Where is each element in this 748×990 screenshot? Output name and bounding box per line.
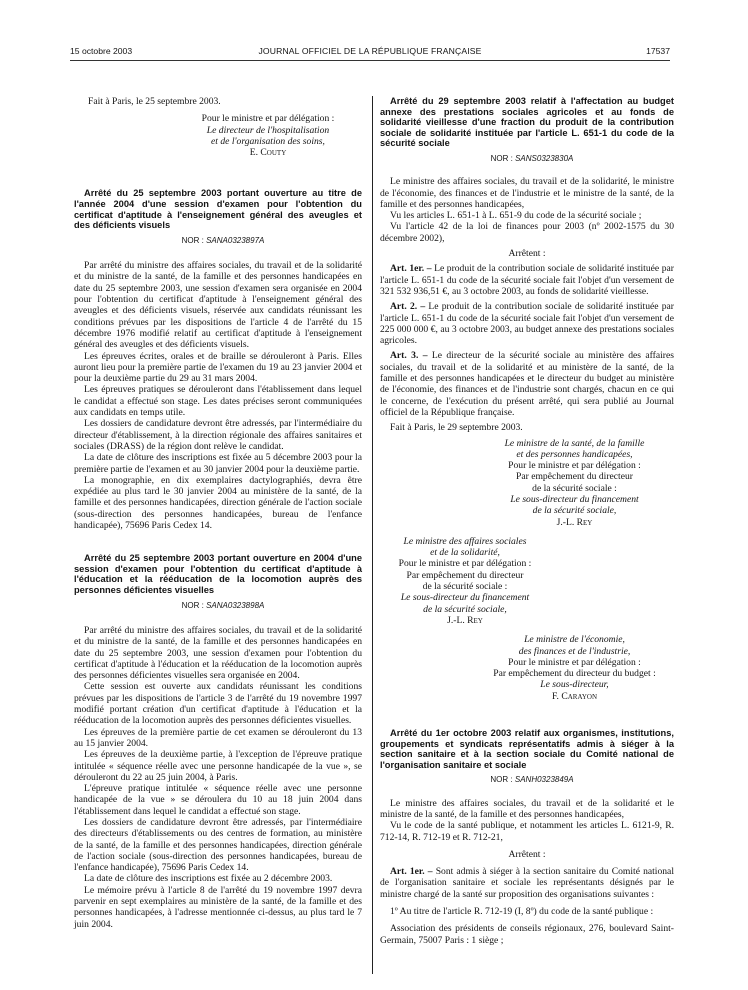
signature-block [475, 634, 674, 702]
signatory-name: J.-L. Rey [556, 516, 593, 528]
paragraph: La date de clôture des inscriptions est fixée au 5 décembre 2003 pour la première partie de l'examen et au 30 janvier 2004 pour la deuxième partie. [74, 452, 362, 475]
header-page-number: 17537 [646, 46, 670, 56]
article-label: Art. 1er. – [390, 866, 433, 878]
nor-number: SANS0323830A [515, 153, 574, 163]
signatory-name: J.-L. Rey [447, 614, 483, 626]
signature-line: Par empêchement du directeur du budget : [493, 668, 656, 680]
paragraph: Les dossiers de candidature devront être adressés, par l'intermédiaire du directeur d'établissement, à la direction régionale des affaires sanitaires et sociales (DRASS) de la région dont relève le candidat. [74, 418, 362, 452]
article-text: Sont admis à siéger à la section sanitaire du Comité national de l'organisation sanitaire et sociale les représentants désignés par le ministre chargé de la santé sur proposition des organisations suivantes : [380, 866, 674, 900]
nor-label: NOR : [181, 600, 204, 610]
signature-line: des finances et de l'industrie, [518, 645, 631, 657]
paragraph: Vu le code de la santé publique, et notamment les articles L. 6121-9, R. 712-14, R. 712-19 et R. 712-21, [380, 820, 674, 843]
signature-line: et de la solidarité, [430, 547, 500, 559]
decree-title: Arrêté du 25 septembre 2003 portant ouverture au titre de l'année 2004 d'une session d'examen pour l'obtention du certificat d'aptitude à l'enseignement général des aveugles et des déficients visuels [74, 188, 362, 231]
paragraph: Association des présidents de conseils régionaux, 276, boulevard Saint-Germain, 75007 Paris : 1 siège ; [380, 923, 674, 946]
nor-label: NOR : [490, 153, 513, 163]
paragraph: Cette session est ouverte aux candidats réunissant les conditions prévues par les dispositions de l'article 3 de l'arrêté du 19 novembre 1997 modifié portant création d'un certificat d'aptitude à l'éducation et la rééducation de la locomotion auprès des personnes déficientes visuelles. [74, 681, 362, 727]
signature-line: Par empêchement du directeur [406, 569, 524, 581]
right-column [380, 96, 674, 946]
paragraph: Les dossiers de candidature devront être adressés, par l'intermédiaire des directeurs d'établissements ou des centres de formation, au ministère de la santé, de la famille et des personnes handicapées, direction générale de l'action sociale (sous-direction des personnes handicapées, bureau de l'enfance handicapée), 75696 Paris Cedex 14. [74, 817, 362, 874]
article [380, 301, 674, 346]
signature-line: Pour le ministre et par délégation : [508, 460, 641, 472]
decree-title: Arrêté du 25 septembre 2003 portant ouverture en 2004 d'une session d'examen pour l'obtention du certificat d'aptitude à l'éducation et la rééducation de la locomotion auprès des personnes déficientes visuelles [74, 553, 362, 596]
signature-line: Le sous-directeur du financement [510, 493, 639, 505]
article-text: Le produit de la contribution sociale de solidarité instituée par l'article L. 651-1 du code de la sécurité sociale fait l'objet d'un versement de 321 532 936,51 €, au 3 octobre 2003, au fonds de solidarité vieillesse. [380, 263, 674, 297]
paragraph: Le ministre des affaires sociales, du travail et de la solidarité et le ministre de la santé, de la famille et des personnes handicapées, [380, 797, 674, 820]
header-date: 15 octobre 2003 [70, 46, 133, 56]
nor-number: SANH0323849A [514, 775, 574, 785]
nor-label: NOR : [181, 235, 204, 245]
nor-reference [380, 774, 674, 785]
paragraph: Par arrêté du ministre des affaires sociales, du travail et de la solidarité et du ministre de la santé, de la famille et des personnes handicapées en date du 25 septembre 2003, une session d'examen sera organisée en 2004 pour l'obtention du certificat d'aptitude à l'enseignement général des aveugles et des déficients visuels, réservée aux candidats réunissant les conditions prévues par les dispositions de l'article 4 de l'arrêté du 15 décembre 1976 modifié relatif au certificat d'aptitude à l'enseignement général des aveugles et des déficients visuels. [74, 260, 362, 351]
nor-number: SANA0323897A [206, 235, 265, 245]
signature-line: et de l'organisation des soins, [211, 135, 325, 147]
article-text: Le produit de la contribution sociale de solidarité instituée par l'article L. 651-1 du code de la sécurité sociale fait l'objet d'un versement de 225 000 000 €, au 3 octobre 2003, au budget annexe des prestations sociales agricoles. [380, 301, 674, 347]
signature-block [380, 536, 550, 626]
signature-line: Le ministre des affaires sociales [403, 535, 527, 547]
signature-line: de la sécurité sociale : [532, 482, 617, 494]
signatory-name: F. Carayon [551, 690, 598, 702]
signature-line: de la sécurité sociale, [423, 603, 507, 615]
decree-title: Arrêté du 1er octobre 2003 relatif aux organismes, institutions, groupements et syndicats représentatifs admis à siéger à la section sanitaire et à la section sociale du Comité national de l'organisation sanitaire et sociale [380, 728, 674, 770]
signature-line: de la sécurité sociale : [422, 581, 508, 593]
signature-block [475, 438, 674, 528]
signature-line: Par empêchement du directeur [516, 471, 633, 483]
paragraph: Les épreuves pratiques se dérouleront dans l'établissement dans lequel le candidat a effectué son stage. Les dates précises seront communiquées aux candidats en temps utile. [74, 384, 362, 419]
arretent-heading: Arrêtent : [508, 848, 546, 860]
header-title: JOURNAL OFFICIEL DE LA RÉPUBLIQUE FRANÇAISE [258, 46, 482, 56]
article [380, 263, 674, 297]
paragraph: La monographie, en dix exemplaires dactylographiés, devra être expédiée au plus tard le 30 janvier 2004 au ministère de la santé, de la famille et des personnes handicapées, direction générale de l'action sociale (sous-direction des personnes handicapées, bureau de l'enfance handicapée), 75696 Paris Cedex 14. [74, 474, 362, 531]
article [380, 350, 674, 418]
article-label: Art. 3. – [390, 350, 428, 362]
paragraph: Les épreuves de la deuxième partie, à l'exception de l'épreuve pratique intitulée « séquence réelle avec une personne handicapée de la vue », se dérouleront du 22 au 25 juin 2004, à Paris. [74, 749, 362, 783]
paragraph: 1º Au titre de l'article R. 712-19 (I, 8º) du code de la santé publique : [390, 906, 654, 918]
paragraph: Les épreuves de la première partie de cet examen se dérouleront du 13 au 15 janvier 2004. [74, 726, 362, 749]
column-divider [372, 96, 373, 974]
nor-reference [74, 235, 362, 246]
fait-a-paris: Fait à Paris, le 25 septembre 2003. [88, 96, 221, 107]
signature-line: Le ministre de l'économie, [524, 634, 625, 646]
article [380, 866, 674, 900]
signature-line: Le sous-directeur, [540, 679, 609, 691]
signature-line: Pour le ministre et par délégation : [508, 656, 641, 668]
paragraph: Vu l'article 42 de la loi de finances pour 2003 (nº 2002-1575 du 30 décembre 2002), [380, 221, 674, 244]
signature-line: de la sécurité sociale, [532, 505, 617, 517]
paragraph: La date de clôture des inscriptions est fixée au 2 décembre 2003. [84, 873, 333, 885]
article-text: Le directeur de la sécurité sociale au ministère des affaires sociales, du travail et de la solidarité et au ministère de la santé, de la famille et des personnes handicapées et le directeur du budget au ministère de l'économie, des finances et de l'industrie sont chargés, chacun en ce qui le concerne, de l'exécution du présent arrêté, qui sera publié au Journal officiel de la République française. [380, 350, 674, 418]
article-label: Art. 2. – [390, 301, 426, 313]
nor-number: SANA0323898A [206, 600, 265, 610]
paragraph: Les épreuves écrites, orales et de braille se dérouleront à Paris. Elles auront lieu pour la première partie de l'examen du 19 au 23 janvier 2004 et pour la deuxième partie du 29 au 31 mars 2004. [74, 350, 362, 385]
signature-line: Le sous-directeur du financement [400, 592, 530, 604]
fait-a-paris: Fait à Paris, le 29 septembre 2003. [390, 422, 523, 434]
signature-line: Le ministre de la santé, de la famille [504, 437, 645, 449]
paragraph: Le mémoire prévu à l'article 8 de l'arrêté du 19 novembre 1997 devra parvenir en sept exemplaires au ministère de la santé, de la famille et des personnes handicapées, à l'adresse mentionnée ci-dessus, au plus tard le 7 juin 2004. [74, 884, 362, 930]
page-header [70, 46, 670, 61]
arretent-heading: Arrêtent : [508, 248, 546, 260]
signature-line: Pour le ministre et par délégation : [398, 558, 532, 570]
signature-line: Le directeur de l'hospitalisation [206, 124, 330, 136]
decree-title: Arrêté du 29 septembre 2003 relatif à l'affectation au budget annexe des prestations sociales agricoles et au fonds de solidarité vieillesse d'une fraction du produit de la contribution sociale de solidarité instituée par l'article L. 651-1 du code de la sécurité sociale [380, 96, 674, 149]
left-column [74, 96, 362, 930]
paragraph: Le ministre des affaires sociales, du travail et de la solidarité, le ministre de l'économie, des finances et de l'industrie et le ministre de la santé, de la famille et des personnes handicapées, [380, 176, 674, 210]
nor-reference [380, 153, 674, 164]
paragraph: Vu les articles L. 651-1 à L. 651-9 du code de la sécurité sociale ; [390, 210, 642, 222]
signature-line: Pour le ministre et par délégation : [201, 113, 335, 125]
nor-label: NOR : [490, 775, 513, 785]
nor-reference [74, 600, 362, 611]
paragraph: L'épreuve pratique intitulée « séquence réelle avec une personne handicapée de la vue » se déroulera du 10 au 18 juin 2004 dans l'établissement dans lequel le candidat a effectué son stage. [74, 783, 362, 817]
signatory-name: E. Couty [249, 147, 287, 159]
signature-line: et des personnes handicapées, [516, 448, 633, 460]
paragraph: Par arrêté du ministre des affaires sociales, du travail et de la solidarité et du ministre de la santé, de la famille et des personnes handicapées en date du 25 septembre 2003, une session d'examen pour l'obtention du certificat d'aptitude à l'éducation et la rééducation de la locomotion auprès des personnes déficientes visuelles sera organisée en 2004. [74, 624, 362, 682]
article-label: Art. 1er. – [390, 263, 432, 275]
